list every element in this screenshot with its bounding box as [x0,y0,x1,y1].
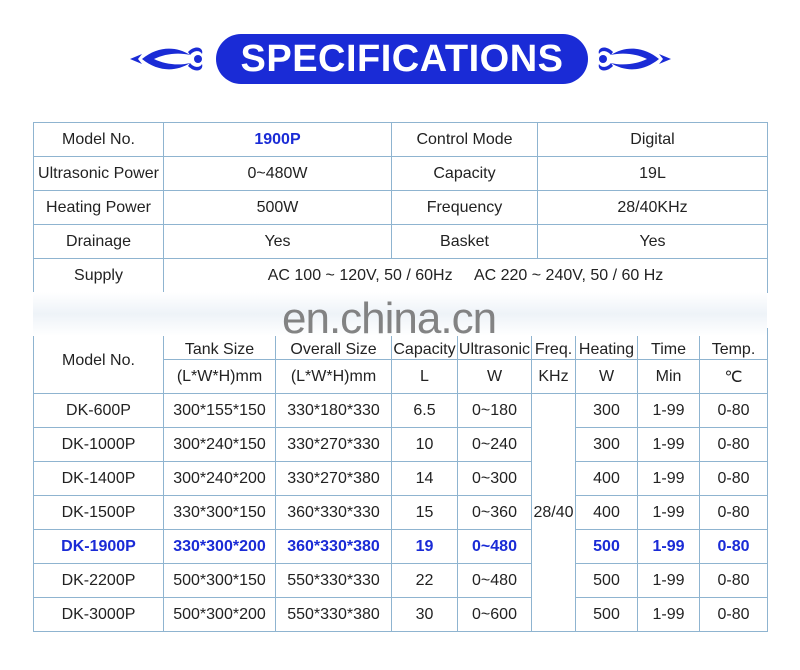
spec-value: 0~480W [164,157,392,191]
table-cell: 0~480 [458,564,532,598]
table-cell: 330*300*200 [164,530,276,564]
table-cell: 1-99 [638,598,700,632]
model-cell: DK-1500P [34,496,164,530]
table-cell: 14 [392,462,458,496]
table-cell: 1-99 [638,496,700,530]
table-row [34,496,768,530]
table-cell: 360*330*380 [276,530,392,564]
table-row [34,259,768,293]
table-cell: 30 [392,598,458,632]
table-cell: 19 [392,530,458,564]
table-row [34,157,768,191]
column-header: Temp. [700,329,768,360]
table-row [34,428,768,462]
table-cell: 500 [576,530,638,564]
spec-label: Heating Power [34,191,164,225]
table-cell: 550*330*380 [276,598,392,632]
table-cell: 1-99 [638,462,700,496]
table-row [34,564,768,598]
table-cell: 500 [576,564,638,598]
column-header: Overall Size [276,329,392,360]
table-cell: 0-80 [700,598,768,632]
table-cell: 0~300 [458,462,532,496]
model-cell: DK-600P [34,394,164,428]
table-cell: 300*240*150 [164,428,276,462]
unit-cell: ℃ [700,360,768,394]
spec-label: Frequency [392,191,538,225]
model-cell: DK-1000P [34,428,164,462]
table-cell: 10 [392,428,458,462]
frequency-cell: 28/40 [532,394,576,632]
spec-value: Yes [164,225,392,259]
table-cell: 0-80 [700,394,768,428]
table-cell: 500*300*200 [164,598,276,632]
spec-label: Supply [34,259,164,293]
table-cell: 0~240 [458,428,532,462]
model-cell: DK-2200P [34,564,164,598]
unit-cell: W [576,360,638,394]
banner-title-pill [216,34,588,84]
table-cell: 1-99 [638,394,700,428]
unit-cell: W [458,360,532,394]
table-cell: 1-99 [638,530,700,564]
table-cell: 0-80 [700,496,768,530]
spec-value: 19L [538,157,768,191]
spec-value: Digital [538,123,768,157]
table-cell: 0-80 [700,428,768,462]
spec-label: Capacity [392,157,538,191]
unit-cell: L [392,360,458,394]
table-cell: 0-80 [700,564,768,598]
table-row [34,123,768,157]
table-cell: 400 [576,496,638,530]
table-row [34,225,768,259]
table-cell: 15 [392,496,458,530]
specifications-banner [0,0,800,100]
table-cell: 550*330*330 [276,564,392,598]
table-cell: 300*240*200 [164,462,276,496]
table-cell: 330*270*330 [276,428,392,462]
table-row [34,598,768,632]
model-cell: DK-1400P [34,462,164,496]
column-header: Ultrasonic [458,329,532,360]
table-cell: 500*300*150 [164,564,276,598]
model-header: Model No. [34,329,164,394]
spec-label: Control Mode [392,123,538,157]
table-cell: 330*180*330 [276,394,392,428]
column-header: Freq. [532,329,576,360]
table-cell: 0~180 [458,394,532,428]
banner-title: SPECIFICATIONS [240,37,564,80]
table-cell: 0-80 [700,462,768,496]
models-table [33,328,768,632]
table-cell: 360*330*330 [276,496,392,530]
spec-table [33,122,768,293]
unit-cell: Min [638,360,700,394]
table-cell: 6.5 [392,394,458,428]
table-cell: 0-80 [700,530,768,564]
table-cell: 1-99 [638,428,700,462]
ornament-right-icon [595,42,673,76]
unit-cell: (L*W*H)mm [164,360,276,394]
table-cell: 1-99 [638,564,700,598]
spec-value: 28/40KHz [538,191,768,225]
spec-value: 500W [164,191,392,225]
spec-value-model: 1900P [164,123,392,157]
ornament-left-icon [128,42,206,76]
table-cell: 0~480 [458,530,532,564]
table-cell: 300*155*150 [164,394,276,428]
model-cell: DK-3000P [34,598,164,632]
table-row [34,191,768,225]
column-header: Time [638,329,700,360]
column-header: Tank Size [164,329,276,360]
spec-value: Yes [538,225,768,259]
spec-label: Ultrasonic Power [34,157,164,191]
table-cell: 400 [576,462,638,496]
table-cell: 500 [576,598,638,632]
table-cell: 330*270*380 [276,462,392,496]
table-cell: 330*300*150 [164,496,276,530]
table-row-highlighted [34,530,768,564]
spec-label: Model No. [34,123,164,157]
table-cell: 300 [576,394,638,428]
watermark: en.china.cn [282,294,497,343]
supply-value: AC 100 ~ 120V, 50 / 60Hz AC 220 ~ 240V, 50 / 60 Hz [164,259,768,293]
unit-cell: KHz [532,360,576,394]
model-cell: DK-1900P [34,530,164,564]
table-cell: 22 [392,564,458,598]
table-cell: 0~600 [458,598,532,632]
table-row [34,394,768,428]
column-header: Heating [576,329,638,360]
column-header: Capacity [392,329,458,360]
table-cell: 0~360 [458,496,532,530]
table-row [34,462,768,496]
unit-cell: (L*W*H)mm [276,360,392,394]
spec-label: Drainage [34,225,164,259]
table-cell: 300 [576,428,638,462]
spec-label: Basket [392,225,538,259]
